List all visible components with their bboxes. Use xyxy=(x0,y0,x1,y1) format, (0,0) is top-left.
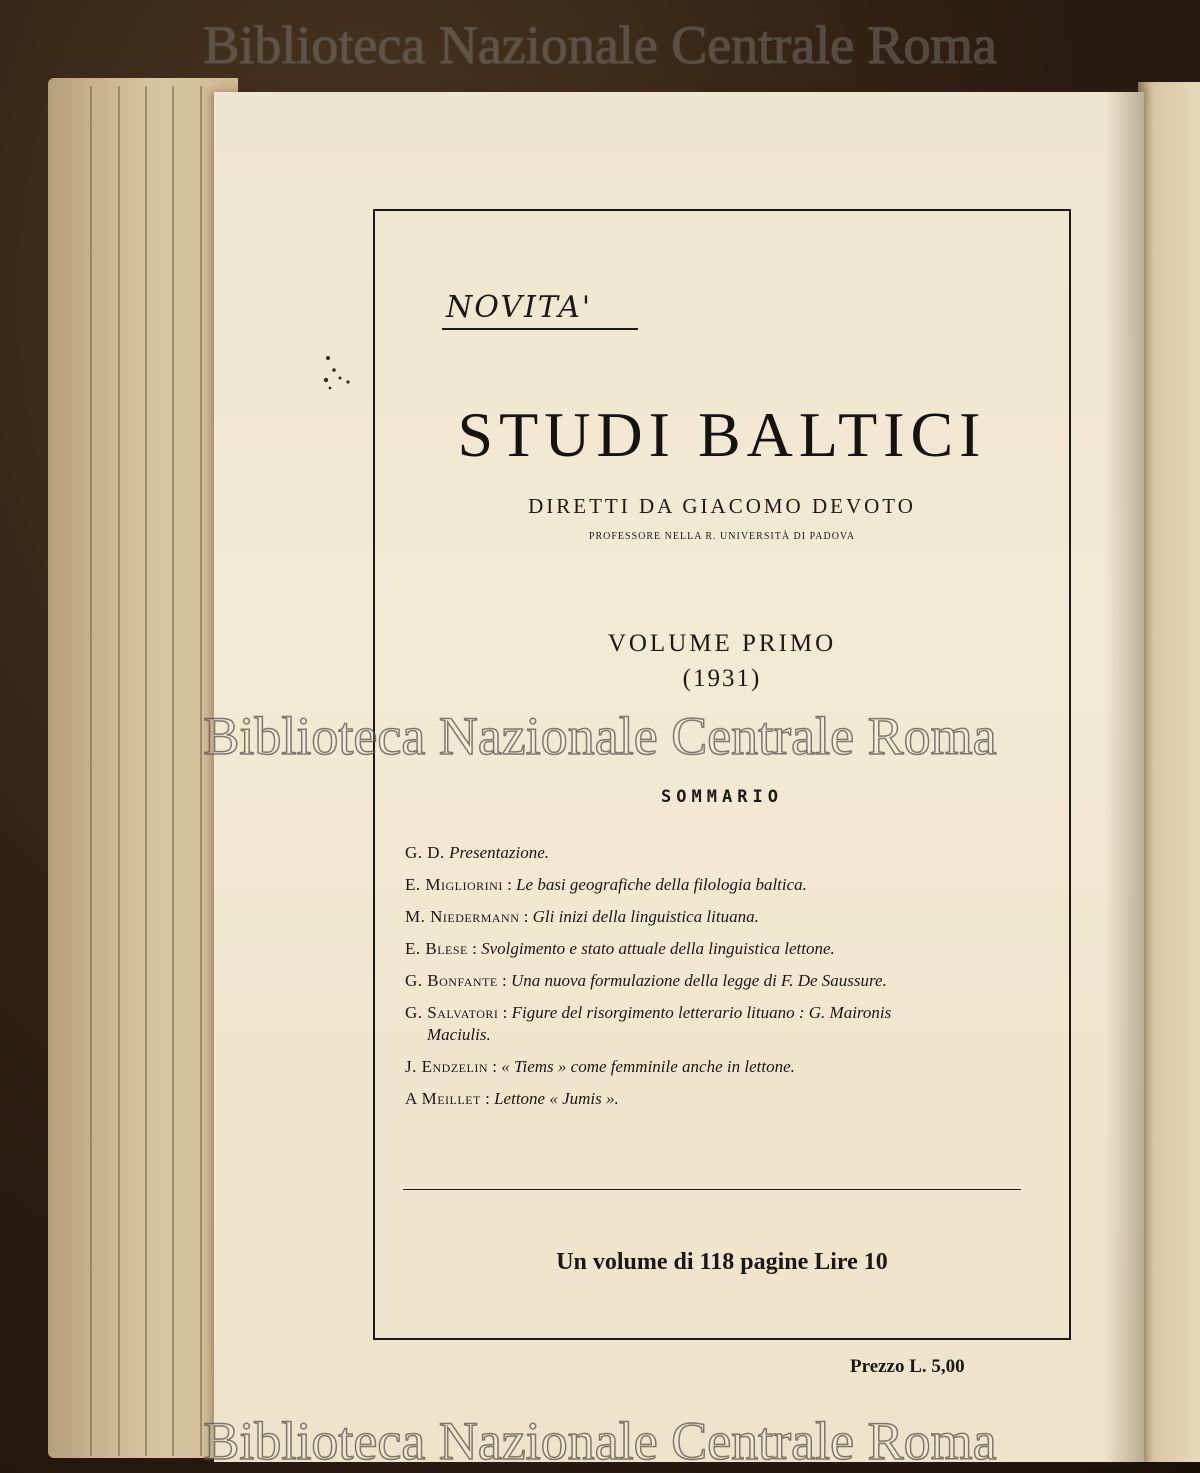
toc-title: Figure del risorgimento letterario lituano : G. Maironis xyxy=(511,1003,892,1022)
page-stack xyxy=(48,78,238,1458)
sommario-heading: SOMMARIO xyxy=(661,787,783,807)
toc-separator: : xyxy=(498,1003,512,1022)
toc-separator: : xyxy=(519,907,533,926)
gutter-shadow xyxy=(1104,92,1144,1462)
toc-title: Gli inizi della linguistica lituana. xyxy=(532,907,759,926)
stain-marks xyxy=(318,350,358,440)
facing-page xyxy=(1138,82,1200,1462)
affiliation-line: PROFESSORE NELLA R. UNIVERSITÀ DI PADOVA xyxy=(588,531,856,542)
page-edge xyxy=(118,86,120,1456)
volume-info: Un volume di 118 pagine Lire 10 xyxy=(556,1249,888,1275)
toc-separator: : xyxy=(502,875,517,894)
toc-author: G. Salvatori xyxy=(405,1003,499,1022)
toc-entry xyxy=(405,938,1035,960)
divider-rule xyxy=(403,1189,1021,1190)
page-title: STUDI BALTICI xyxy=(457,399,987,470)
toc-author: G. Bonfante xyxy=(405,971,498,990)
toc-separator: : xyxy=(487,1057,502,1076)
toc-title: « Tiems » come femminile anche in lettone. xyxy=(501,1057,795,1076)
toc-entry xyxy=(405,970,1035,992)
toc-separator: : xyxy=(480,1089,495,1108)
watermark-bottom: Biblioteca Nazionale Centrale Roma xyxy=(203,1411,997,1471)
volume-year: (1931) xyxy=(682,665,762,692)
toc-title: Le basi geografiche della filologia baltica. xyxy=(516,875,807,894)
toc-author: G. D. xyxy=(405,843,445,862)
watermark-top: Biblioteca Nazionale Centrale Roma xyxy=(203,15,997,75)
volume-label: VOLUME PRIMO xyxy=(607,630,837,657)
toc-author: E. Blese xyxy=(405,939,468,958)
page-edge xyxy=(172,86,174,1456)
toc-author: M. Niedermann xyxy=(405,907,520,926)
toc-entry xyxy=(405,1088,1035,1110)
toc-author: A Meillet xyxy=(405,1089,481,1108)
toc-title-continuation: Maciulis. xyxy=(427,1025,491,1044)
toc-entry xyxy=(405,906,1035,928)
toc-entry xyxy=(405,874,1035,896)
toc-author: J. Endzelin xyxy=(405,1057,488,1076)
toc-separator: : xyxy=(497,971,511,990)
price-label: Prezzo L. 5,00 xyxy=(850,1356,965,1377)
novita-underline xyxy=(442,328,638,330)
toc-entry xyxy=(405,1056,1035,1078)
toc-entry xyxy=(405,842,1035,864)
toc-entry xyxy=(405,1002,1035,1046)
toc-title: Lettone « Jumis ». xyxy=(494,1089,619,1108)
table-of-contents xyxy=(405,842,1035,1120)
page-edge xyxy=(200,86,202,1456)
novita-label: NOVITA' xyxy=(446,290,593,325)
watermark-middle: Biblioteca Nazionale Centrale Roma xyxy=(203,706,997,766)
toc-separator: : xyxy=(467,939,482,958)
toc-author: E. Migliorini xyxy=(405,875,503,894)
page-edge xyxy=(145,86,147,1456)
advertisement-frame xyxy=(373,209,1071,1340)
toc-title: Presentazione. xyxy=(449,843,549,862)
page-edge xyxy=(90,86,92,1456)
toc-title: Una nuova formulazione della legge di F. De Saussure. xyxy=(510,971,887,990)
directors-line: DIRETTI DA GIACOMO DEVOTO xyxy=(528,494,916,518)
toc-title: Svolgimento e stato attuale della linguistica lettone. xyxy=(481,939,835,958)
